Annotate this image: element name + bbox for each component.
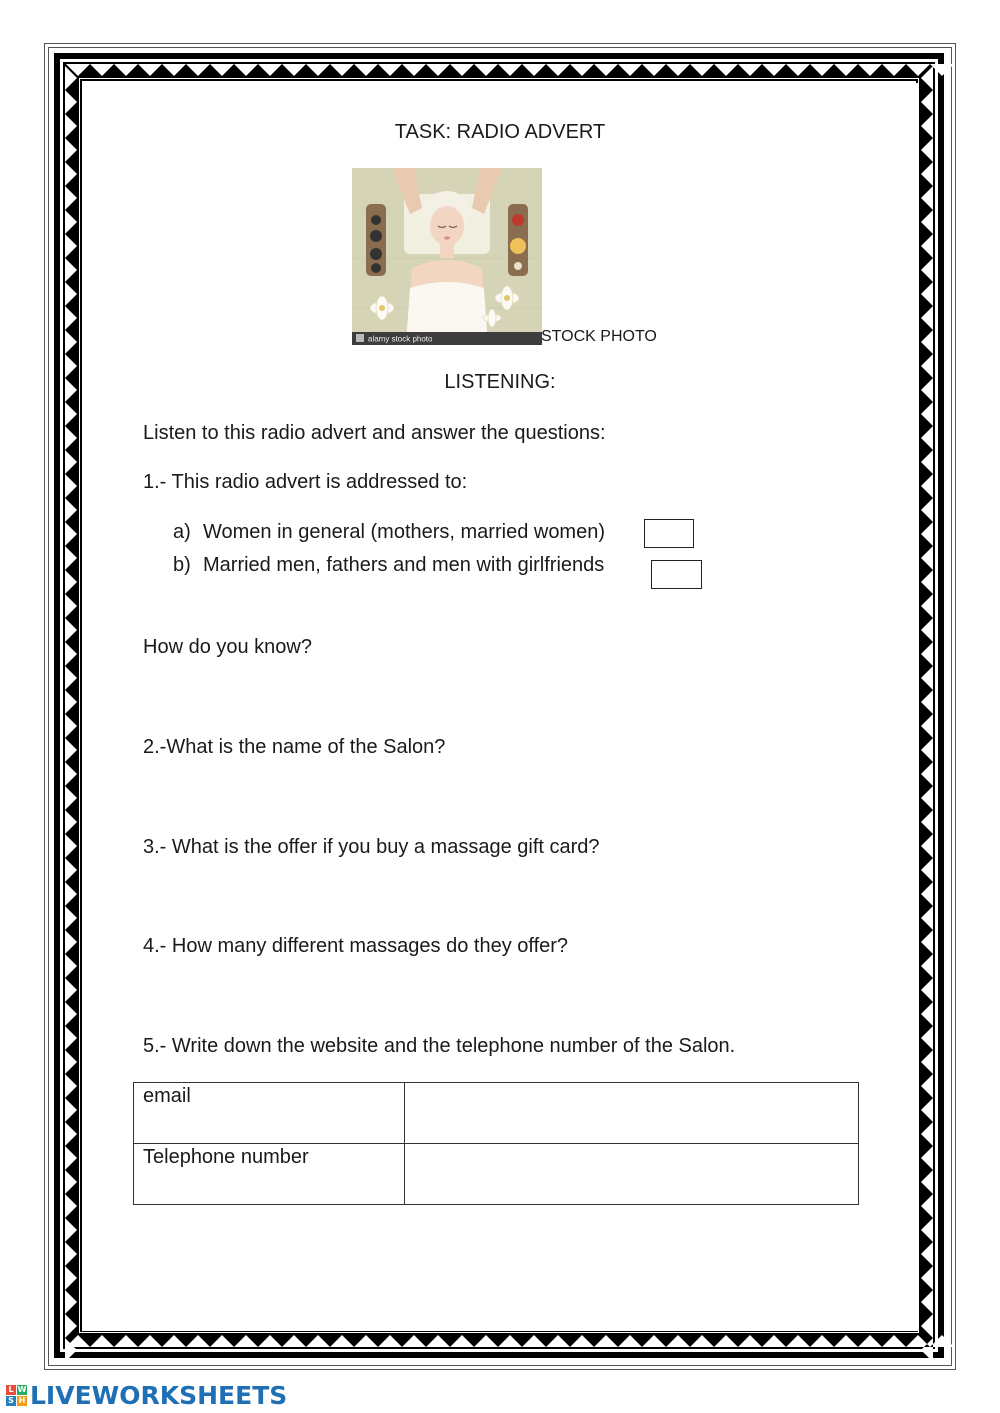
question-1: 1.- This radio advert is addressed to: — [143, 471, 468, 493]
question-5: 5.- Write down the website and the telephone number of the Salon. — [143, 1035, 736, 1057]
follow-up-question: How do you know? — [143, 636, 312, 658]
worksheet-title: TASK: RADIO ADVERT — [394, 121, 606, 143]
table-row — [134, 1144, 859, 1205]
telephone-answer-field[interactable] — [405, 1144, 859, 1205]
question-3: 3.- What is the offer if you buy a massage gift card? — [143, 836, 600, 858]
option-a-marker: a) — [173, 521, 191, 543]
option-a-checkbox[interactable] — [644, 519, 694, 548]
image-caption: STOCK PHOTO — [541, 328, 657, 345]
email-label: email — [134, 1083, 405, 1144]
email-answer-field[interactable] — [405, 1083, 859, 1144]
table-row — [134, 1083, 859, 1144]
question-4: 4.- How many different massages do they offer? — [143, 935, 569, 957]
instruction-text: Listen to this radio advert and answer the questions: — [143, 422, 606, 444]
question-2: 2.-What is the name of the Salon? — [143, 736, 446, 758]
option-b-text: Married men, fathers and men with girlfriends — [203, 554, 605, 576]
liveworksheets-logo[interactable] — [6, 1381, 287, 1409]
option-b-marker: b) — [173, 554, 191, 576]
spa-massage-illustration — [352, 168, 542, 345]
option-a-text: Women in general (mothers, married women) — [203, 521, 606, 543]
section-heading: LISTENING: — [444, 371, 556, 393]
contact-table — [133, 1082, 859, 1205]
brand-name: LIVEWORKSHEETS — [30, 1380, 288, 1410]
option-b-checkbox[interactable] — [651, 560, 702, 589]
telephone-label: Telephone number — [134, 1144, 405, 1205]
logo-mark-icon: L W S H — [6, 1385, 27, 1406]
photo-watermark: alamy stock photo — [368, 334, 433, 344]
